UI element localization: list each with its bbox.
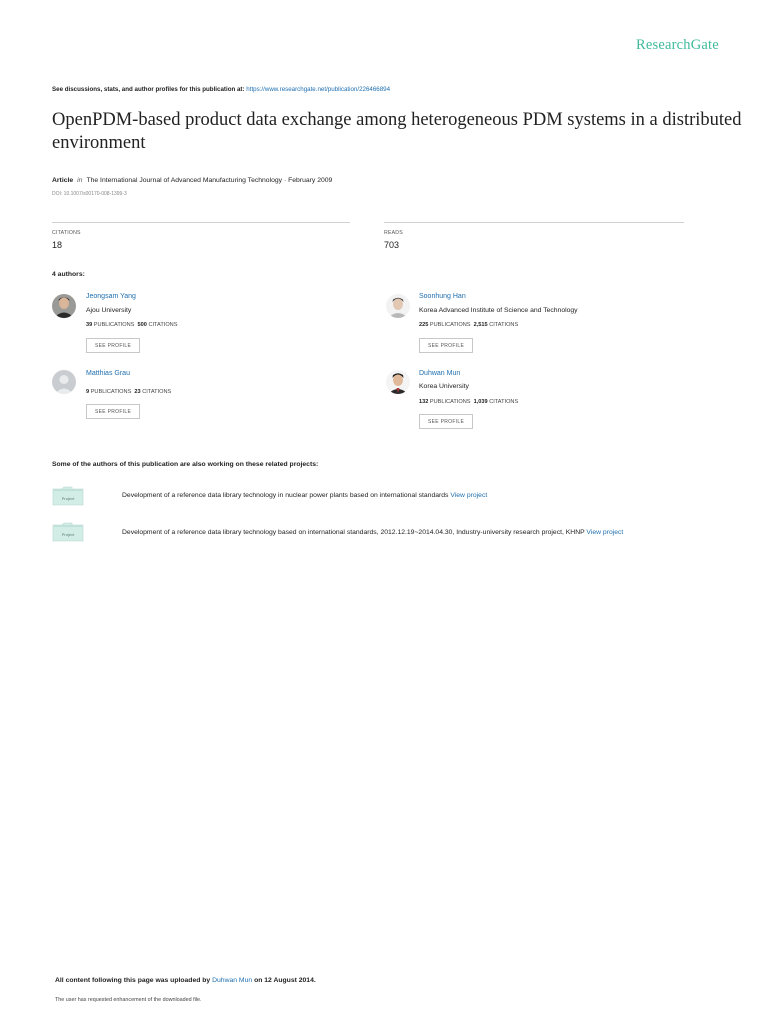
uploader-link[interactable]: Duhwan Mun — [212, 977, 253, 984]
project-item — [122, 492, 487, 499]
see-profile-button[interactable]: SEE PROFILE — [86, 338, 140, 353]
publications-count: 39 — [86, 322, 93, 328]
enhancement-note: The user has requested enhancement of the downloaded file. — [55, 997, 202, 1003]
default-avatar-icon — [52, 370, 76, 394]
see-profile-button[interactable]: SEE PROFILE — [86, 404, 140, 419]
publications-label: PUBLICATIONS — [90, 389, 132, 395]
author-stats — [86, 389, 171, 395]
author-name-link[interactable]: Matthias Grau — [86, 370, 130, 377]
publication-url-link[interactable]: https://www.researchgate.net/publication/226466894 — [246, 86, 391, 93]
citations-count: 23 — [134, 389, 141, 395]
author-stats — [419, 322, 518, 328]
author-name-link[interactable]: Duhwan Mun — [419, 370, 461, 377]
view-project-link[interactable]: View project — [586, 529, 624, 536]
doi-text: DOI: 10.1007/s00170-008-1399-3 — [52, 191, 127, 197]
publications-count: 9 — [86, 389, 90, 395]
author-stats — [419, 399, 518, 405]
publications-count: 132 — [419, 399, 429, 405]
citations-count: 2,515 — [473, 322, 488, 328]
project-folder-icon[interactable] — [52, 486, 84, 506]
citations-value: 18 — [52, 240, 63, 250]
citations-label: CITATIONS — [489, 322, 519, 328]
upload-suffix: on 12 August 2014. — [254, 977, 316, 984]
article-in: in — [77, 177, 83, 184]
project-folder-icon[interactable] — [52, 522, 84, 542]
divider-reads — [384, 222, 684, 223]
avatar-soonhung-han[interactable] — [386, 294, 410, 318]
project-item — [122, 529, 623, 536]
researchgate-logo[interactable]: ResearchGate — [636, 37, 719, 53]
upload-prefix: All content following this page was uploaded by — [55, 977, 211, 984]
article-meta — [52, 177, 332, 184]
publications-label: PUBLICATIONS — [93, 322, 135, 328]
see-profile-button[interactable]: SEE PROFILE — [419, 338, 473, 353]
authors-heading: 4 authors: — [52, 271, 85, 278]
citations-count: 500 — [137, 322, 147, 328]
avatar-jeongsam-yang[interactable] — [52, 294, 76, 318]
upload-notice — [55, 977, 316, 984]
citations-count: 1,039 — [473, 399, 488, 405]
citations-label: CITATIONS — [52, 230, 81, 236]
person-photo-icon — [386, 370, 410, 394]
citations-label: CITATIONS — [489, 399, 519, 405]
citations-label: CITATIONS — [142, 389, 172, 395]
avatar-duhwan-mun[interactable] — [386, 370, 410, 394]
page-title: OpenPDM-based product data exchange among heterogeneous PDM systems in a distributed environment — [52, 110, 742, 153]
reads-label: READS — [384, 230, 403, 236]
author-stats — [86, 322, 177, 328]
view-project-link[interactable]: View project — [450, 492, 488, 499]
author-institution: Korea Advanced Institute of Science and Technology — [419, 307, 578, 314]
journal-name: The International Journal of Advanced Manufacturing Technology — [86, 177, 283, 184]
project-icon-label: Project — [61, 496, 75, 501]
person-photo-icon — [386, 294, 410, 318]
project-title: Development of a reference data library technology based on international standards, 2012.12.19~2014.04.30, Industry-university research project, KHNP — [122, 529, 585, 536]
avatar-matthias-grau[interactable] — [52, 370, 76, 394]
see-profile-button[interactable]: SEE PROFILE — [419, 414, 473, 429]
article-type: Article — [52, 177, 74, 184]
see-discussions-text: See discussions, stats, and author profiles for this publication at: — [52, 86, 245, 93]
author-name-link[interactable]: Soonhung Han — [419, 293, 466, 300]
author-institution: Korea University — [419, 383, 469, 390]
related-projects-heading: Some of the authors of this publication are also working on these related projects: — [52, 461, 319, 468]
author-name-link[interactable]: Jeongsam Yang — [86, 293, 136, 300]
publications-count: 225 — [419, 322, 429, 328]
divider-citations — [52, 222, 350, 223]
person-photo-icon — [52, 294, 76, 318]
publications-label: PUBLICATIONS — [429, 399, 471, 405]
citations-label: CITATIONS — [148, 322, 178, 328]
article-date: · February 2009 — [283, 177, 333, 184]
publications-label: PUBLICATIONS — [429, 322, 471, 328]
project-title: Development of a reference data library technology in nuclear power plants based on international standards — [122, 492, 449, 499]
see-discussions-line — [52, 86, 390, 93]
author-institution: Ajou University — [86, 307, 132, 314]
project-icon-label: Project — [61, 532, 75, 537]
reads-value: 703 — [384, 240, 400, 250]
